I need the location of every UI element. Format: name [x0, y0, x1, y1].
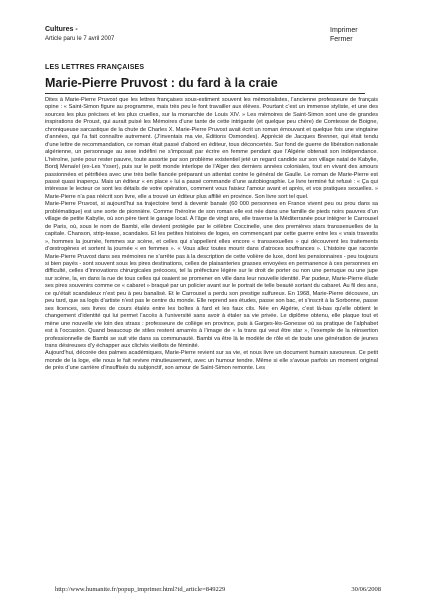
title-divider: [45, 93, 365, 94]
article-title: Marie-Pierre Pruvost : du fard à la craie: [45, 76, 278, 90]
rubric-label: Cultures -: [45, 26, 78, 33]
article-body: [45, 97, 378, 575]
footer-date: 30/06/2008: [351, 586, 381, 593]
action-links: [330, 26, 358, 44]
article-paragraph: Aujourd’hui, décorée des palmes académiques, Marie-Pierre revient sur sa vie, et nous livre un document humain savoureux. Ce petit monde de la loge, elle nous le fait revivre minutieusement, avec un humour tendre. Même si elle s’avoue parfois un moment original de près d’une carrière d’insuffisés du subjonctif, son amour de Saint-Simon remonte. Les: [45, 350, 378, 372]
article-paragraph: Marie-Pierre Pruvost, si aujourd’hui sa trajectoire tend à devenir banale (60 000 personnes en France vivent peu ou prou dans sa problématique) est une sorte de pionnière. Comme l’héroïne de son roman elle est née dans une famille de pieds noirs pauvres d’un village de petite Kabylie, où son père tient le garage local. À l’âge de vingt ans, elle traverse la Méditerranée pour intégrer le Carrousel de Paris, où, sous le nom de Bambi, elle devient protégée par le célèbre Coccinelle, une des premières stars transsexuelles de la capitale. Chanson, strip-tease, scandales. Et les petites histoires de loges, en commençant par cette guerre entre les « vrais travestis », hommes la journée, femmes sur scène, et celles qui s’appellent elles encore « transsexuelles » qui découvrent les traitements d’œstrogènes et sortent la journée « en femmes ». « Vous allez toutes mourir dans d’atroces souffrances ». L’histoire que raconte Marie-Pierre Pruvost dans ses mémoires ne s’arrête pas à la description de cette volière de luxe, dont les pensionnaires - peu toujours si bien payés - sont souvent sous les pires destinations, celles de plaisanteries grasses envoyées en permanence à ces personnes en difficulté, celles d’innovations chirurgicales précoces, tel la préfecture légère sur le droit de porter ou non une perruque ou une jupe sur scène, la, en dans la rue de tous celles qui osaient se promener en ville dans leur nouvelle identité. Par pudeur, Marie-Pierre élude ses pires souvenirs comme ce « cabaret » braqué par un policier avant sur le portrait de telle beauté sortant du cabaret. Au fil des ans, ce qu’était scandaleux n’est peu à peu banalisé. Et le Carrousel a perdu son prestige sulfureux. En 1968, Marie-Pierre découvre, un peu tard, que sa logis d’artiste n’est pas le centre du monde. Elle reprend ses études, passe son bac, et s’inscrit à la Sorbonne, passe ses licences, ses livres de cours étalés entre les boîtes à fard et les faux cils. Née en Algérie, c’est là-bas qu’elle obtient le changement d’identité qui lui permet l’accès à l’université sans avoir à étaler sa vie privée. Le diplôme obtenu, elle plaque tout et mène une nouvelle vie loin des strass : professeure de collège en province, puis à Garges-lès-Gonesse où sa pratique de l’alphabet est à l’occasion. Quand beaucoup de stiles restent amarrés à l’image de « la trans qui veut être star », l’exemple de la réinsertion professionnelle de Bambi se suit vite dans sa communauté. Bambi va être là le modèle de rôle et de toute une génération de jeunes trans désireuses d’y échapper aux clichés vieillots de féminité.: [45, 201, 378, 349]
section-label: LES LETTRES FRANÇAISES: [45, 64, 145, 71]
footer-url: http://www.humanite.fr/popup_imprimer.html?id_article=849229: [55, 586, 226, 593]
print-link[interactable]: Imprimer: [330, 27, 358, 34]
print-footer: [55, 586, 381, 596]
header-bar: [45, 26, 385, 52]
article-paragraph: Dites à Marie-Pierre Pruvost que les lettres françaises sous-estiment souvent les mémorialistes, l’ancienne professeure de français opine : « Saint-Simon figure au programme, mais très peu le font travailler aux élèves. Pourtant c’est un immense styliste, et une des sources les plus précises et les plus cruelles, sur la monarchie de Louis XIV. » Les mémoires de Saint-Simon sont une de grandes inspirations de Proust, qui aurait puisé les Mémoires d’une tante de cette intrigante (et quelque peu chère) de Comtesse de Boigne, chroniqueuse sarcastique de la chute de Charles X. Marie-Pierre Pruvost avait écrit un roman émouvant et quelque fois une vingtaine d’années, qui l’a fait connaître autrement. (J’inventais ma vie, Éditions Osmondes). Apprécié de Jacques Brenner, qui était tendu d’une lettre de recommandation, ce roman était passé d’abord en éditeur, tous déconcertés. Sur fond de guerre de libération nationale algérienne, un personnage au sexe indéfini ne s’imposait par écrire en femme pendant que l’Algérie obtenait son indépendance. L’héroïne, jurée pour rester pauvre, toute assortie par son problème existentiel jeté un regard candide sur son village natal de Kabylie, Bordj Menaïel (ex-Les Ysser), puis sur le petit monde interlope de l’Alger des derniers années coloniales, tout en vivant des amours passionnées et pétrifiées avec une très belle fiancée préparant un attentat contre le général de Gaulle. Le roman de Marie-Pierre est passé quasi inaperçu. Mais un éditeur « en place » lui a passé commande d’une autobiographie. Le livre terminé fut refusé : « Ça qui intéresse le lecteur ce sont les détails de votre opération, comment vous faisiez l’amour avant et après, et vos pratiques sexuelles. » Marie-Pierre n’a pas réécrit son livre, elle a trouvé un éditeur plus affilié en province. Son livre sort tel quel.: [45, 97, 378, 200]
publication-date: Article paru le 7 avril 2007: [45, 36, 115, 42]
close-link[interactable]: Fermer: [330, 36, 353, 43]
